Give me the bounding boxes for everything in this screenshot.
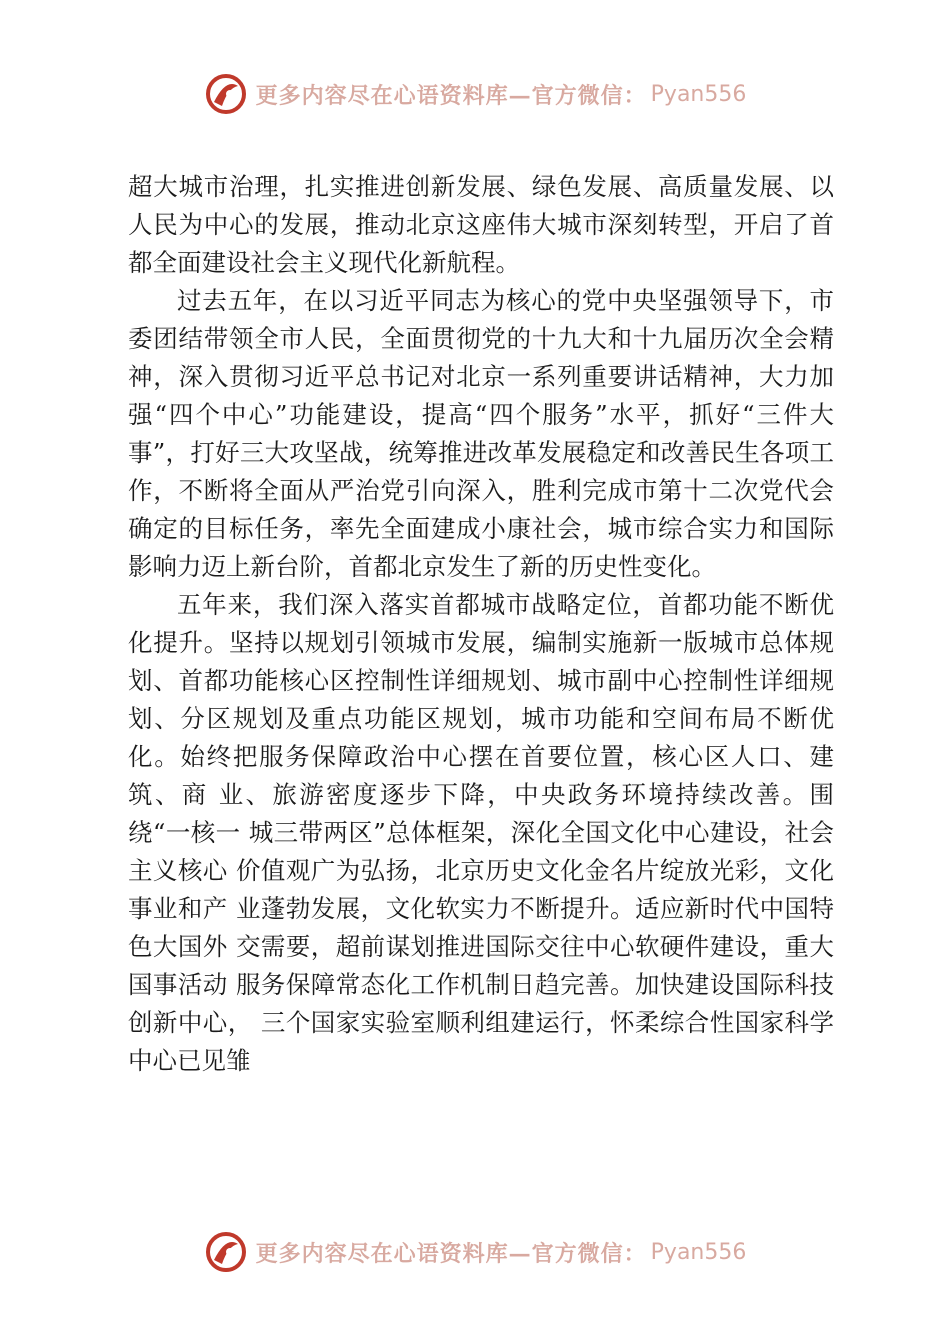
paragraph-3: 五年来，我们深入落实首都城市战略定位，首都功能不断优 化提升。坚持以规划引领城市发展，编制实施新一版城市总体规 划、首都功能核心区控制性详细规划、城市副中心控制性详细规 划、分区规划及重点功能区规划，城市功能和空间布局不断优化。始终把服务保障政治中心摆在首要位置，核心区人口、建筑、商 业、旅游密度逐步下降，中央政务环境持续改善。围绕“一核一 城三带两区”总体框架，深化全国文化中心建设，社会主义核心 价值观广为弘扬，北京历史文化金名片绽放光彩，文化事业和产 业蓬勃发展，文化软实力不断提升。适应新时代中国特色大国外 交需要，超前谋划推进国际交往中心软硬件建设，重大国事活动 服务保障常态化工作机制日趋完善。加快建设国际科技创新中心， 三个国家实验室顺利组建运行，怀柔综合性国家科学中心已见雏 xyxy=(128,590,834,1075)
paragraph-1: 超大城市治理，扎实推进创新发展、绿色发展、高质量发展、以人民为中心的发展，推动北京这座伟大城市深刻转型，开启了首都全面建设社会主义现代化新航程。 xyxy=(128,172,834,277)
footer-wechat-id: Pyan556 xyxy=(650,1239,747,1265)
document-body xyxy=(128,168,834,1080)
footer-banner-text: 更多内容尽在心语资料库—官方微信： xyxy=(255,1240,647,1267)
brand-logo-icon xyxy=(204,1230,248,1274)
footer-banner xyxy=(0,1222,950,1282)
paragraph-2: 过去五年，在以习近平同志为核心的党中央坚强领导下，市委团结带领全市人民，全面贯彻党的十九大和十九届历次全会精神，深入贯彻习近平总书记对北京一系列重要讲话精神，大力加强“四个中心”功能建设，提高“四个服务”水平，抓好“三件大事”，打好三大攻坚战，统筹推进改革发展稳定和改善民生各项工作，不断将全面从严治党引向深入，胜利完成市第十二次党代会确定的目标任务，率先全面建成小康社会，城市综合实力和国际影响力迈上新台阶，首都北京发生了新的历史性变化。 xyxy=(128,286,834,581)
header-banner-text: 更多内容尽在心语资料库—官方微信： xyxy=(255,82,647,109)
header-wechat-id: Pyan556 xyxy=(650,81,747,107)
header-banner xyxy=(0,64,950,124)
brand-logo-icon xyxy=(204,72,248,116)
